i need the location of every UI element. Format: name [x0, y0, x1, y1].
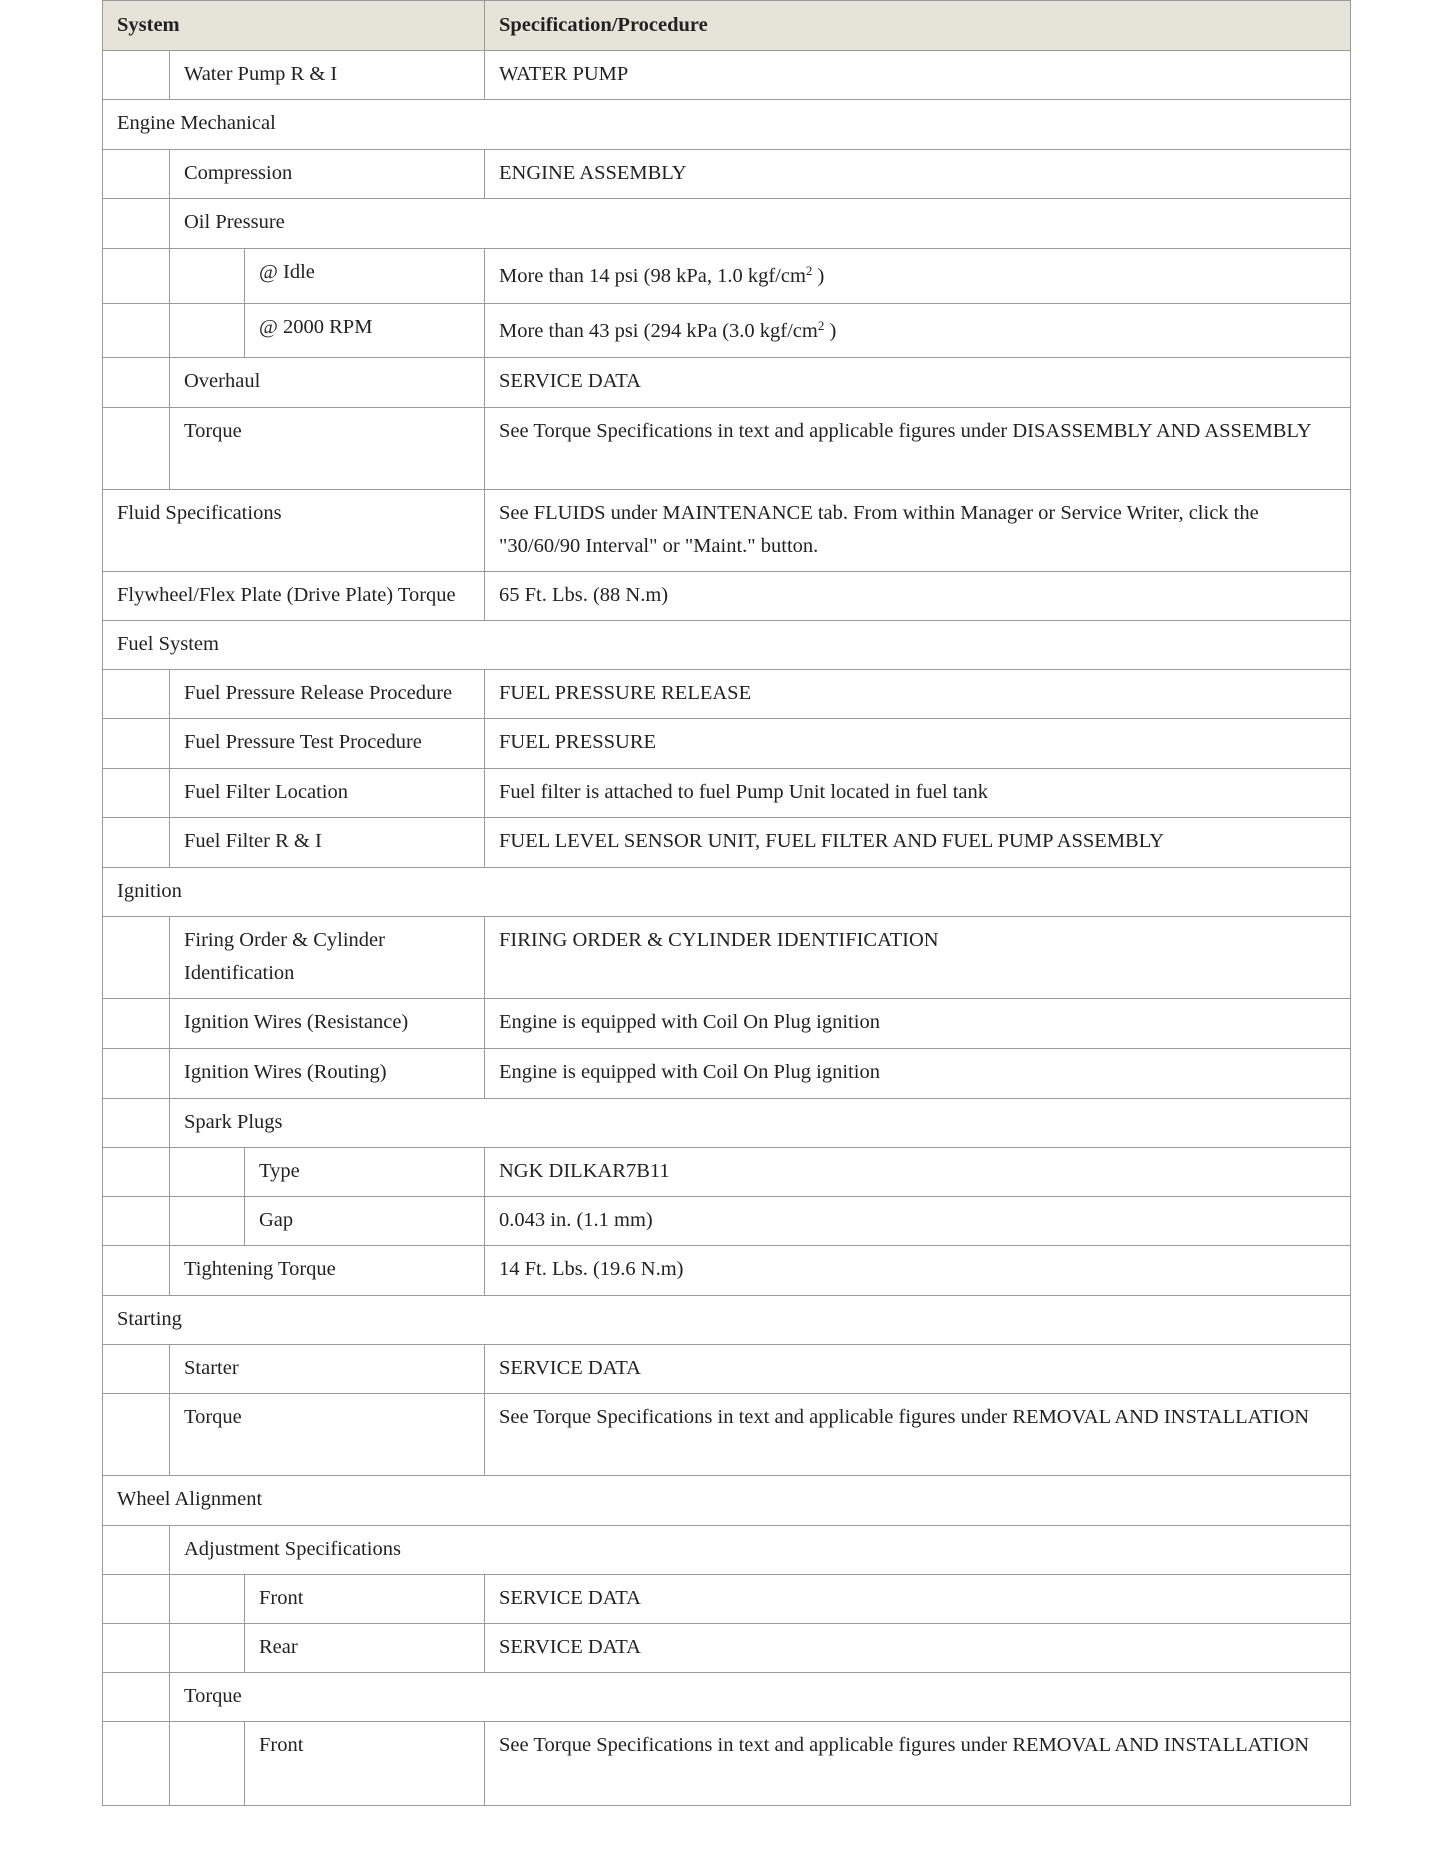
row-label: Firing Order & Cylinder Identification [170, 917, 485, 999]
table-header-row [103, 1, 1351, 51]
row-label: Gap [245, 1197, 485, 1246]
indent-cell [103, 408, 170, 490]
row-label: Tightening Torque [170, 1246, 485, 1296]
subsection-label: Torque [170, 1673, 1351, 1722]
section-row [103, 1476, 1351, 1526]
indent-cell [103, 1049, 170, 1099]
header-specification: Specification/Procedure [485, 1, 1351, 51]
row-label: @ Idle [245, 249, 485, 304]
subsection-row [103, 199, 1351, 249]
row-label: Ignition Wires (Resistance) [170, 999, 485, 1049]
table-row [103, 358, 1351, 408]
indent-cell [103, 1148, 170, 1197]
table-row [103, 1722, 1351, 1806]
table-row [103, 818, 1351, 868]
indent-cell [103, 199, 170, 249]
row-value: SERVICE DATA [485, 1575, 1351, 1624]
indent-cell [103, 769, 170, 818]
table-row [103, 670, 1351, 719]
superscript: 2 [817, 318, 825, 333]
indent-cell [103, 1722, 170, 1806]
row-label: Ignition Wires (Routing) [170, 1049, 485, 1099]
row-label: Fuel Pressure Test Procedure [170, 719, 485, 769]
indent-cell [103, 670, 170, 719]
indent-cell [103, 1246, 170, 1296]
row-label: Water Pump R & I [170, 51, 485, 100]
superscript: 2 [805, 263, 813, 278]
subsection-row [103, 1673, 1351, 1722]
section-row [103, 621, 1351, 670]
indent-cell [103, 1624, 170, 1673]
indent-cell [170, 1722, 245, 1806]
row-value: Engine is equipped with Coil On Plug ignition [485, 1049, 1351, 1099]
table-row [103, 1345, 1351, 1394]
table-row [103, 490, 1351, 572]
specification-table [102, 0, 1351, 1806]
section-row [103, 1296, 1351, 1345]
indent-cell [103, 150, 170, 199]
indent-cell [170, 1575, 245, 1624]
row-label: Front [245, 1722, 485, 1806]
row-label: Torque [170, 1394, 485, 1476]
table-row [103, 1049, 1351, 1099]
indent-cell [103, 917, 170, 999]
row-value: See Torque Specifications in text and applicable figures under REMOVAL AND INSTALLATION [485, 1394, 1351, 1476]
row-label: Torque [170, 408, 485, 490]
indent-cell [103, 1099, 170, 1148]
subsection-label: Oil Pressure [170, 199, 1351, 249]
row-value: See Torque Specifications in text and applicable figures under DISASSEMBLY AND ASSEMBLY [485, 408, 1351, 490]
value-text: More than 43 psi (294 kPa (3.0 kgf/cm [499, 320, 818, 342]
row-value: FIRING ORDER & CYLINDER IDENTIFICATION [485, 917, 1351, 999]
row-label: Fuel Filter Location [170, 769, 485, 818]
row-label: Type [245, 1148, 485, 1197]
value-tail: ) [824, 320, 837, 342]
section-label: Fuel System [103, 621, 1351, 670]
table-row [103, 1246, 1351, 1296]
indent-cell [103, 51, 170, 100]
indent-cell [103, 818, 170, 868]
row-value: Engine is equipped with Coil On Plug ignition [485, 999, 1351, 1049]
table-row [103, 249, 1351, 304]
indent-cell [103, 1394, 170, 1476]
table-row [103, 917, 1351, 999]
table-row [103, 572, 1351, 621]
row-label: Front [245, 1575, 485, 1624]
table-row [103, 999, 1351, 1049]
row-value [485, 249, 1351, 304]
indent-cell [103, 1526, 170, 1575]
table-row [103, 769, 1351, 818]
indent-cell [170, 304, 245, 358]
section-row [103, 868, 1351, 917]
table-row [103, 1624, 1351, 1673]
row-value [485, 304, 1351, 358]
section-label: Ignition [103, 868, 1351, 917]
row-label: Overhaul [170, 358, 485, 408]
table-row [103, 1148, 1351, 1197]
section-label: Wheel Alignment [103, 1476, 1351, 1526]
section-label: Engine Mechanical [103, 100, 1351, 150]
table-row [103, 719, 1351, 769]
row-value: SERVICE DATA [485, 1345, 1351, 1394]
table-row [103, 150, 1351, 199]
indent-cell [170, 1624, 245, 1673]
row-label: Compression [170, 150, 485, 199]
row-label: Fuel Filter R & I [170, 818, 485, 868]
indent-cell [103, 1345, 170, 1394]
row-value: SERVICE DATA [485, 358, 1351, 408]
row-value: FUEL PRESSURE [485, 719, 1351, 769]
indent-cell [103, 999, 170, 1049]
row-label: Flywheel/Flex Plate (Drive Plate) Torque [103, 572, 485, 621]
indent-cell [170, 249, 245, 304]
row-value: 0.043 in. (1.1 mm) [485, 1197, 1351, 1246]
section-label: Starting [103, 1296, 1351, 1345]
indent-cell [103, 1575, 170, 1624]
row-label: Rear [245, 1624, 485, 1673]
row-value: 14 Ft. Lbs. (19.6 N.m) [485, 1246, 1351, 1296]
table-row [103, 1197, 1351, 1246]
row-value: NGK DILKAR7B11 [485, 1148, 1351, 1197]
indent-cell [103, 358, 170, 408]
row-value: See Torque Specifications in text and applicable figures under REMOVAL AND INSTALLATION [485, 1722, 1351, 1806]
row-label: Starter [170, 1345, 485, 1394]
row-label: Fluid Specifications [103, 490, 485, 572]
table-row [103, 51, 1351, 100]
indent-cell [170, 1197, 245, 1246]
row-value: Fuel filter is attached to fuel Pump Unit located in fuel tank [485, 769, 1351, 818]
row-value: FUEL PRESSURE RELEASE [485, 670, 1351, 719]
row-label: Fuel Pressure Release Procedure [170, 670, 485, 719]
table-row [103, 1394, 1351, 1476]
subsection-row [103, 1526, 1351, 1575]
table-row [103, 1575, 1351, 1624]
header-system: System [103, 1, 485, 51]
row-label: @ 2000 RPM [245, 304, 485, 358]
indent-cell [103, 1197, 170, 1246]
subsection-label: Adjustment Specifications [170, 1526, 1351, 1575]
subsection-label: Spark Plugs [170, 1099, 1351, 1148]
row-value: ENGINE ASSEMBLY [485, 150, 1351, 199]
table-row [103, 304, 1351, 358]
row-value: SERVICE DATA [485, 1624, 1351, 1673]
indent-cell [103, 249, 170, 304]
row-value: 65 Ft. Lbs. (88 N.m) [485, 572, 1351, 621]
value-tail: ) [812, 265, 825, 287]
subsection-row [103, 1099, 1351, 1148]
row-value: See FLUIDS under MAINTENANCE tab. From within Manager or Service Writer, click the "30/60/90 Interval" or "Maint." button. [485, 490, 1351, 572]
section-row [103, 100, 1351, 150]
indent-cell [103, 719, 170, 769]
indent-cell [170, 1148, 245, 1197]
table-row [103, 408, 1351, 490]
value-text: More than 14 psi (98 kPa, 1.0 kgf/cm [499, 265, 806, 287]
row-value: FUEL LEVEL SENSOR UNIT, FUEL FILTER AND FUEL PUMP ASSEMBLY [485, 818, 1351, 868]
row-value: WATER PUMP [485, 51, 1351, 100]
indent-cell [103, 304, 170, 358]
indent-cell [103, 1673, 170, 1722]
